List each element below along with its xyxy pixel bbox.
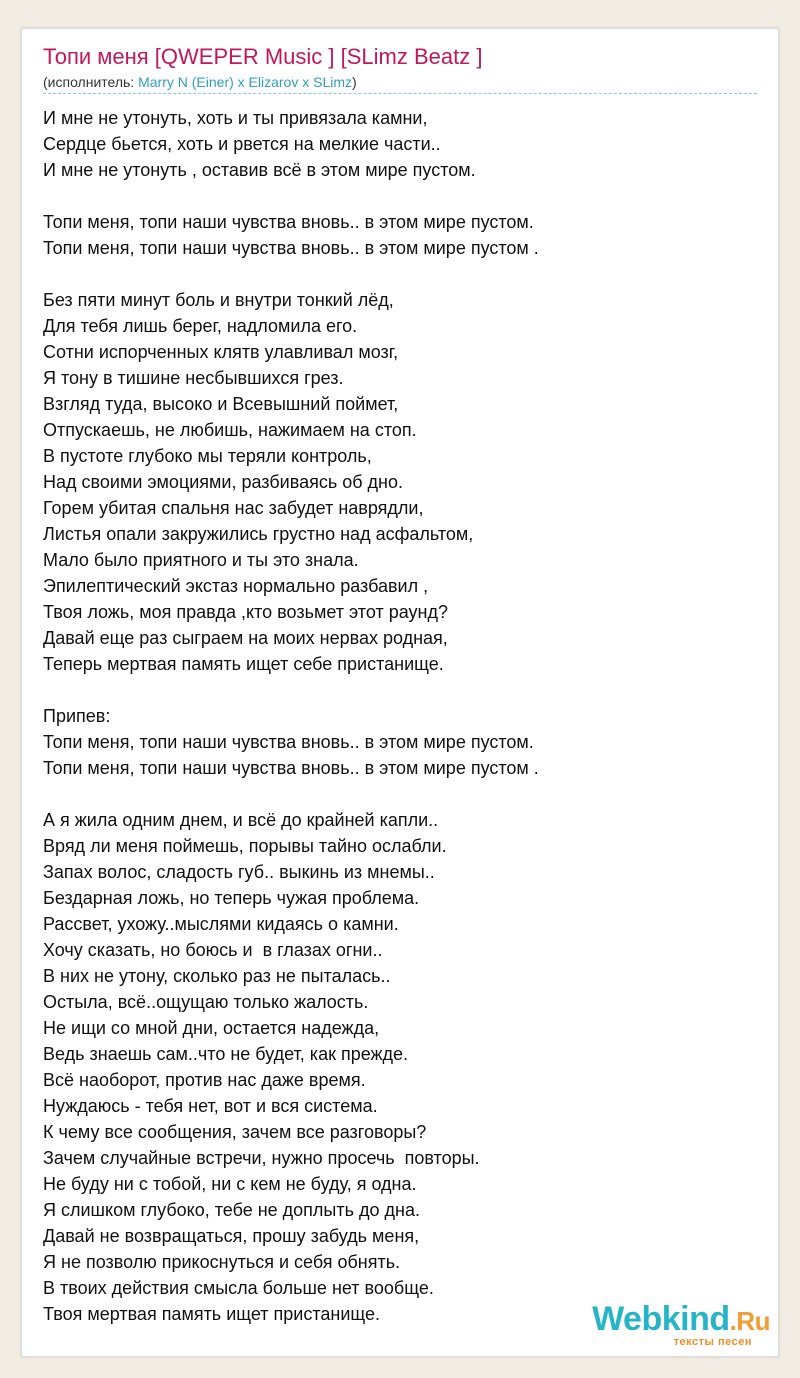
logo-wordmark	[592, 1300, 770, 1340]
lyrics-stanza	[43, 105, 539, 183]
lyrics-line: Для тебя лишь берег, надломила его.	[43, 316, 358, 336]
lyrics-line: Топи меня, топи наши чувства вновь.. в этом мире пустом.	[43, 212, 534, 232]
webkind-logo[interactable]	[580, 1300, 770, 1350]
lyrics-line: Листья опали закружились грустно над асфальтом,	[43, 524, 474, 544]
lyrics-line: Взгляд туда, высоко и Всевышний поймет,	[43, 394, 399, 414]
header-divider	[43, 93, 757, 94]
lyrics-line: К чему все сообщения, зачем все разговоры?	[43, 1122, 427, 1142]
lyrics-line: Без пяти минут боль и внутри тонкий лёд,	[43, 290, 394, 310]
lyrics-line: Всё наоборот, против нас даже время.	[43, 1070, 366, 1090]
lyrics-line: И мне не утонуть, хоть и ты привязала камни,	[43, 108, 428, 128]
lyrics-line: В пустоте глубоко мы теряли контроль,	[43, 446, 372, 466]
lyrics-line: Твоя мертвая память ищет пристанище.	[43, 1304, 380, 1324]
lyrics-line: Эпилептический экстаз нормально разбавил ,	[43, 576, 429, 596]
lyrics-stanza	[43, 703, 539, 781]
lyrics-text	[43, 105, 539, 1327]
lyrics-line: Топи меня, топи наши чувства вновь.. в этом мире пустом .	[43, 238, 539, 258]
lyrics-line: Припев:	[43, 706, 111, 726]
lyrics-line: Мало было приятного и ты это знала.	[43, 550, 359, 570]
song-title: Топи меня [QWEPER Music ] [SLimz Beatz ]	[43, 44, 483, 69]
lyrics-line: Давай еще раз сыграем на моих нервах родная,	[43, 628, 448, 648]
lyrics-stanza	[43, 209, 539, 261]
lyrics-line: Вряд ли меня поймешь, порывы тайно ослабли.	[43, 836, 447, 856]
lyrics-line: Нуждаюсь - тебя нет, вот и вся система.	[43, 1096, 378, 1116]
logo-ru-text: .Ru	[729, 1306, 770, 1336]
artist-line	[43, 73, 357, 91]
lyrics-line: Горем убитая спальня нас забудет наврядли,	[43, 498, 424, 518]
lyrics-line: Сердце бьется, хоть и рвется на мелкие части..	[43, 134, 441, 154]
artist-link[interactable]: Marry N (Einer) x Elizarov x SLimz	[138, 74, 353, 90]
lyrics-line: Давай не возвращаться, прошу забудь меня,	[43, 1226, 420, 1246]
lyrics-line: Не ищи со мной дни, остается надежда,	[43, 1018, 380, 1038]
lyrics-line: Я тону в тишине несбывшихся грез.	[43, 368, 344, 388]
lyrics-line: Не буду ни с тобой, ни с кем не буду, я одна.	[43, 1174, 417, 1194]
lyrics-line: Бездарная ложь, но теперь чужая проблема.	[43, 888, 420, 908]
lyrics-stanza	[43, 807, 539, 1327]
lyrics-line: Сотни испорченных клятв улавливал мозг,	[43, 342, 399, 362]
lyrics-line: Я не позволю прикоснуться и себя обнять.	[43, 1252, 401, 1272]
lyrics-line: Над своими эмоциями, разбиваясь об дно.	[43, 472, 403, 492]
lyrics-line: Остыла, всё..ощущаю только жалость.	[43, 992, 369, 1012]
lyrics-line: Теперь мертвая память ищет себе пристанище.	[43, 654, 444, 674]
artist-suffix: )	[352, 74, 357, 90]
logo-tagline: тексты песен	[673, 1336, 752, 1348]
lyrics-line: Хочу сказать, но боюсь и в глазах огни..	[43, 940, 383, 960]
lyrics-line: Я слишком глубоко, тебе не доплыть до дна.	[43, 1200, 420, 1220]
lyrics-card	[21, 28, 779, 1357]
lyrics-line: А я жила одним днем, и всё до крайней капли..	[43, 810, 439, 830]
lyrics-line: Рассвет, ухожу..мыслями кидаясь о камни.	[43, 914, 399, 934]
lyrics-line: Топи меня, топи наши чувства вновь.. в этом мире пустом .	[43, 758, 539, 778]
lyrics-stanza	[43, 287, 539, 677]
lyrics-line: Топи меня, топи наши чувства вновь.. в этом мире пустом.	[43, 732, 534, 752]
lyrics-line: И мне не утонуть , оставив всё в этом мире пустом.	[43, 160, 476, 180]
lyrics-line: Ведь знаешь сам..что не будет, как прежде.	[43, 1044, 409, 1064]
lyrics-line: Запах волос, сладость губ.. выкинь из мнемы..	[43, 862, 435, 882]
lyrics-line: Отпускаешь, не любишь, нажимаем на стоп.	[43, 420, 417, 440]
lyrics-line: Твоя ложь, моя правда ,кто возьмет этот раунд?	[43, 602, 448, 622]
logo-main-text: Webkind	[592, 1300, 730, 1338]
lyrics-line: В твоих действия смысла больше нет вообще.	[43, 1278, 434, 1298]
lyrics-line: Зачем случайные встречи, нужно просечь повторы.	[43, 1148, 480, 1168]
lyrics-line: В них не утону, сколько раз не пыталась..	[43, 966, 391, 986]
artist-prefix: (исполнитель:	[43, 74, 139, 90]
